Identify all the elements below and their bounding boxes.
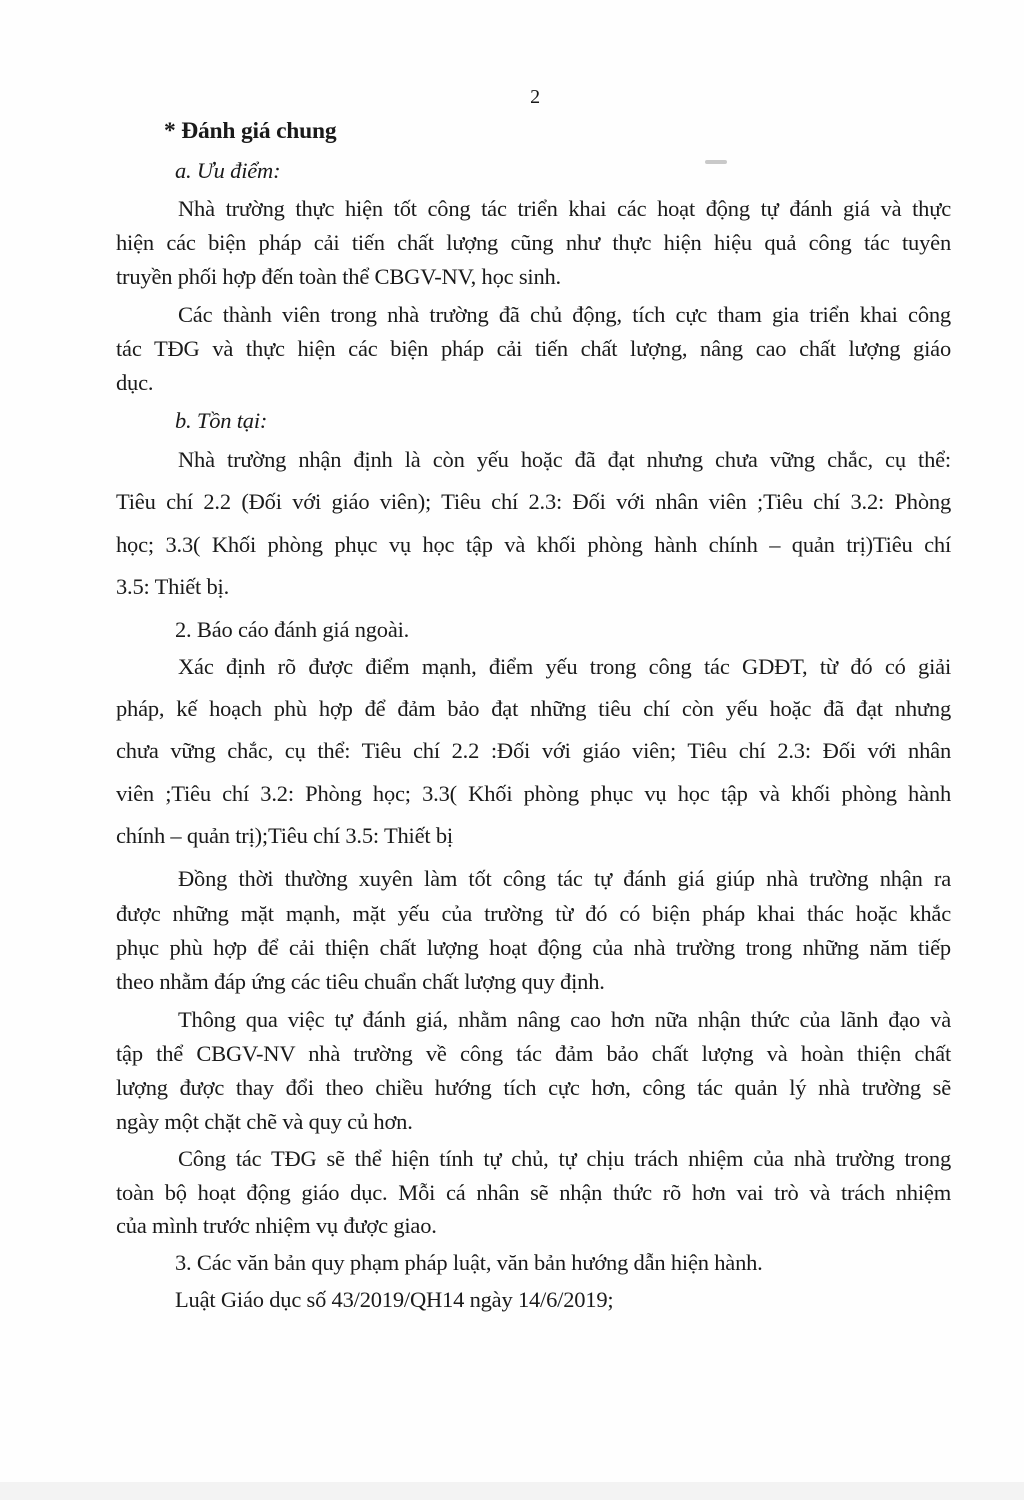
text-line: Tiêu chí 2.2 (Đối với giáo viên); Tiêu chí 2.3: Đối với nhân viên ;Tiêu chí 3.2: Phòng <box>116 489 951 514</box>
text-line: pháp, kế hoạch phù hợp để đảm bảo đạt những tiêu chí còn yếu hoặc đã đạt nhưng <box>116 696 951 721</box>
legal-document-item: Luật Giáo dục số 43/2019/QH14 ngày 14/6/2019; <box>175 1287 614 1312</box>
page-number: 2 <box>530 86 540 108</box>
strengths-heading: a. Ưu điểm: <box>175 158 281 183</box>
text-line: Các thành viên trong nhà trường đã chủ động, tích cực tham gia triển khai công <box>178 302 951 327</box>
text-line: Công tác TĐG sẽ thể hiện tính tự chủ, tự chịu trách nhiệm của nhà trường trong <box>178 1146 951 1171</box>
page-bottom-edge <box>0 1482 1024 1500</box>
text-line: Xác định rõ được điểm mạnh, điểm yếu trong công tác GDĐT, từ đó có giải <box>178 654 951 679</box>
text-line: lượng được thay đổi theo chiều hướng tích cực hơn, công tác quản lý nhà trường sẽ <box>116 1075 951 1100</box>
text-line: hiện các biện pháp cải tiến chất lượng cũng như thực hiện hiệu quả công tác tuyên <box>116 230 951 255</box>
text-line: phục phù hợp để cải thiện chất lượng hoạt động của nhà trường trong những năm tiếp <box>116 935 951 960</box>
text-line: truyền phối hợp đến toàn thể CBGV-NV, học sinh. <box>116 264 561 289</box>
text-line: học; 3.3( Khối phòng phục vụ học tập và khối phòng hành chính – quản trị)Tiêu chí <box>116 532 951 557</box>
text-line: dục. <box>116 370 154 395</box>
text-line: viên ;Tiêu chí 3.2: Phòng học; 3.3( Khối phòng phục vụ học tập và khối phòng hành <box>116 781 951 806</box>
text-line: theo nhằm đáp ứng các tiêu chuẩn chất lượng quy định. <box>116 969 605 994</box>
section-heading: * Đánh giá chung <box>164 118 337 144</box>
text-line: 3.5: Thiết bị. <box>116 574 230 599</box>
text-line: của mình trước nhiệm vụ được giao. <box>116 1213 437 1238</box>
text-line: tác TĐG và thực hiện các biện pháp cải tiến chất lượng, nâng cao chất lượng giáo <box>116 336 951 361</box>
weaknesses-heading: b. Tồn tại: <box>175 408 268 433</box>
text-line: Nhà trường thực hiện tốt công tác triển khai các hoạt động tự đánh giá và thực <box>178 196 951 221</box>
text-line: ngày một chặt chẽ và quy củ hơn. <box>116 1109 413 1134</box>
text-line: chính – quản trị);Tiêu chí 3.5: Thiết bị <box>116 823 453 848</box>
scan-speck <box>705 160 727 164</box>
text-line: chưa vững chắc, cụ thể: Tiêu chí 2.2 :Đối với giáo viên; Tiêu chí 2.3: Đối với nhân <box>116 738 951 763</box>
text-line: Nhà trường nhận định là còn yếu hoặc đã đạt nhưng chưa vững chắc, cụ thể: <box>178 447 951 472</box>
text-line: được những mặt mạnh, mặt yếu của trường từ đó có biện pháp khai thác hoặc khắc <box>116 901 951 926</box>
legal-documents-heading: 3. Các văn bản quy phạm pháp luật, văn bản hướng dẫn hiện hành. <box>175 1250 763 1275</box>
external-report-heading: 2. Báo cáo đánh giá ngoài. <box>175 617 410 642</box>
text-line: tập thể CBGV-NV nhà trường về công tác đảm bảo chất lượng và hoàn thiện chất <box>116 1041 951 1066</box>
text-line: Đồng thời thường xuyên làm tốt công tác tự đánh giá giúp nhà trường nhận ra <box>178 866 951 891</box>
text-line: Thông qua việc tự đánh giá, nhằm nâng cao hơn nữa nhận thức của lãnh đạo và <box>178 1007 951 1032</box>
text-line: toàn bộ hoạt động giáo dục. Mỗi cá nhân sẽ nhận thức rõ hơn vai trò và trách nhiệm <box>116 1180 951 1205</box>
